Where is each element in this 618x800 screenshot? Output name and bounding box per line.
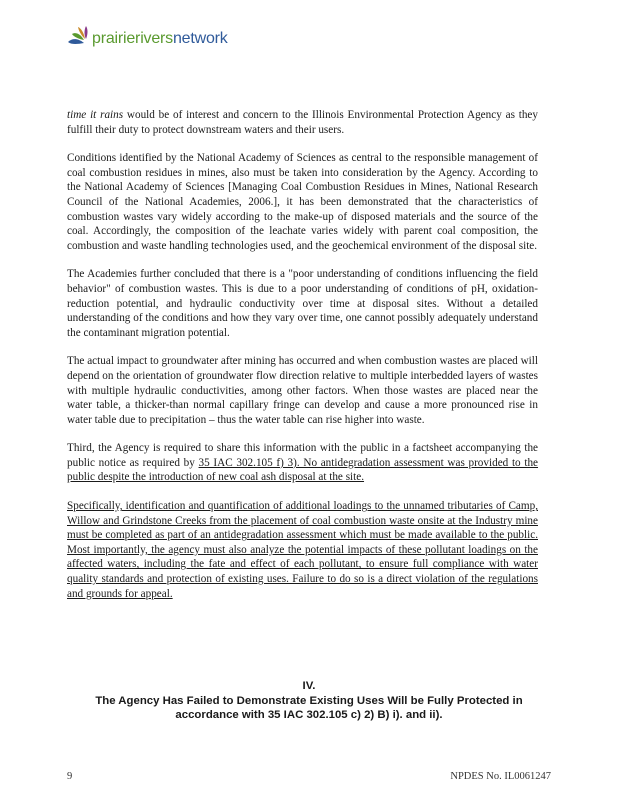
paragraph-1 <box>67 108 538 137</box>
page-number: 9 <box>67 771 73 782</box>
organization-logo <box>66 24 256 60</box>
document-body <box>67 108 538 615</box>
permit-number: NPDES No. IL0061247 <box>450 771 551 782</box>
paragraph-1-italic: time it rains <box>67 109 124 121</box>
paragraph-2: Conditions identified by the National Academy of Sciences as central to the responsible management of coal combustion residues in mines, also must be taken into consideration by the Agency. According to the National Academy of Sciences [Managing Coal Combustion Residues in Mines, National Research Council of the National Academies, 2006.], it has been demonstrated that the characteristics of combustion wastes vary widely according to the make-up of disposed materials and the source of the coal. Accordingly, the composition of the leachate varies widely with parent coal composition, the combustion and waste handling technologies used, and the geochemical environment of the disposal site. <box>67 152 538 252</box>
hands-logo-icon <box>66 24 94 54</box>
logo-text-network: network <box>172 30 228 47</box>
paragraph-5 <box>67 441 538 485</box>
paragraph-6: Specifically, identification and quantification of additional loadings to the unnamed tributaries of Camp, Willow and Grindstone Creeks from the placement of coal combustion waste onsite at the Industry mine must be completed as part of an antidegradation assessment which must be made available to the public. Most importantly, the agency must also analyze the potential impacts of these pollutant loadings on the affected waters, including the fate and effect of each pollutant, to ensure full compliance with water quality standards and protection of existing uses. Failure to do so is a direct violation of the regulations and grounds for appeal. <box>67 500 538 600</box>
logo-wordmark <box>92 30 228 48</box>
paragraph-1-text: would be of interest and concern to the Illinois Environmental Protection Agency as they fulfill their duty to protect downstream waters and their users. <box>67 109 538 136</box>
paragraph-5-underlined: 35 IAC 302.105 f) 3). No antidegradation assessment was provided to the public despite the introduction of new coal ash disposal at the site. <box>67 456 539 484</box>
section-heading <box>67 679 551 723</box>
paragraph-5-text: Third, the Agency is required to share this information with the public in a factsheet accompanying the public notice as required by <box>67 442 538 469</box>
logo-text-prairierivers: prairierivers <box>92 30 173 47</box>
paragraph-3: The Academies further concluded that there is a "poor understanding of conditions influencing the field behavior" of combustion wastes. This is due to a poor understanding of conditions of pH, oxidation-reduction potential, and hydraulic conductivity over time at disposal sites. Without a detailed understanding of the conditions and how they vary over time, one cannot possibly adequately understand the contaminant migration potential. <box>67 268 538 339</box>
section-number: IV. <box>302 680 316 692</box>
section-title: The Agency Has Failed to Demonstrate Existing Uses Will be Fully Protected in accordance with 35 IAC 302.105 c) 2) B) i). and ii). <box>95 694 523 722</box>
paragraph-4: The actual impact to groundwater after mining has occurred and when combustion wastes are placed will depend on the orientation of groundwater flow direction relative to multiple interbedded layers of wastes with multiple hydraulic conductivities, among other factors. When those wastes are placed near the water table, a thicker-than normal capillary fringe can develop and cause a more pronounced rise in water table due to precipitation – thus the water table can rise higher into waste. <box>67 355 538 426</box>
